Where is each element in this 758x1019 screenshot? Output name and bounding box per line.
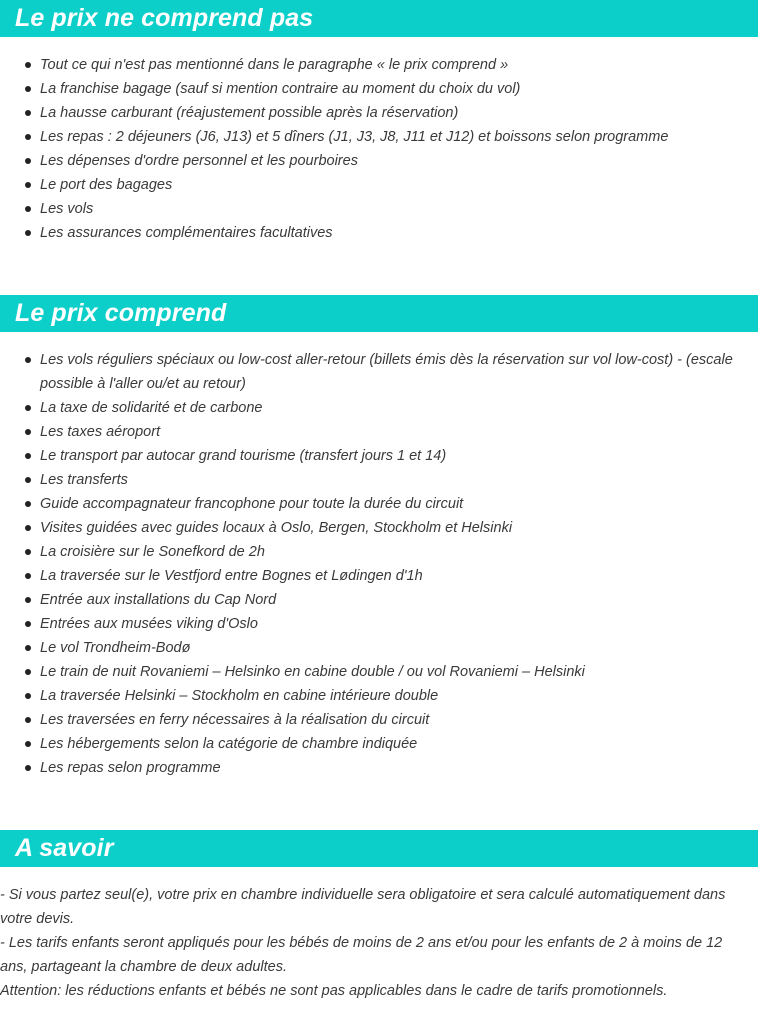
list-item: La traversée sur le Vestfjord entre Bognes et Lødingen d'1h: [0, 564, 758, 588]
list-item: Les vols réguliers spéciaux ou low-cost aller-retour (billets émis dès la réservation sur vol low-cost) - (escale possible à l'aller ou/et au retour): [0, 348, 758, 396]
list-item: Les taxes aéroport: [0, 420, 758, 444]
list-item: La taxe de solidarité et de carbone: [0, 396, 758, 420]
list-item: Les hébergements selon la catégorie de chambre indiquée: [0, 732, 758, 756]
section-header-included: [0, 295, 758, 332]
excluded-list: [0, 53, 758, 245]
list-item: Les traversées en ferry nécessaires à la réalisation du circuit: [0, 708, 758, 732]
section-title: Le prix ne comprend pas: [15, 4, 314, 32]
list-item: Les vols: [0, 197, 758, 221]
included-list: [0, 348, 758, 780]
list-item: Les dépenses d'ordre personnel et les pourboires: [0, 149, 758, 173]
list-item: Le vol Trondheim-Bodø: [0, 636, 758, 660]
list-item: Tout ce qui n'est pas mentionné dans le paragraphe « le prix comprend »: [0, 53, 758, 77]
info-line: Attention: les réductions enfants et bébés ne sont pas applicables dans le cadre de tarifs promotionnels.: [0, 983, 668, 999]
list-item: Les transferts: [0, 468, 758, 492]
list-item: Le port des bagages: [0, 173, 758, 197]
list-item: Le train de nuit Rovaniemi – Helsinko en cabine double / ou vol Rovaniemi – Helsinki: [0, 660, 758, 684]
list-item: La hausse carburant (réajustement possible après la réservation): [0, 101, 758, 125]
list-item: La franchise bagage (sauf si mention contraire au moment du choix du vol): [0, 77, 758, 101]
list-item: Entrées aux musées viking d'Oslo: [0, 612, 758, 636]
list-item: Entrée aux installations du Cap Nord: [0, 588, 758, 612]
info-notes: [0, 883, 758, 1003]
list-item: La traversée Helsinki – Stockholm en cabine intérieure double: [0, 684, 758, 708]
list-item: Les repas selon programme: [0, 756, 758, 780]
list-item: Les repas : 2 déjeuners (J6, J13) et 5 dîners (J1, J3, J8, J11 et J12) et boissons selon programme: [0, 125, 758, 149]
list-item: Le transport par autocar grand tourisme (transfert jours 1 et 14): [0, 444, 758, 468]
list-item: Visites guidées avec guides locaux à Oslo, Bergen, Stockholm et Helsinki: [0, 516, 758, 540]
list-item: La croisière sur le Sonefkord de 2h: [0, 540, 758, 564]
section-title: A savoir: [15, 834, 114, 862]
section-header-excluded: [0, 0, 758, 37]
section-title: Le prix comprend: [15, 299, 227, 327]
section-info: [0, 830, 758, 1003]
section-excluded: [0, 0, 758, 245]
info-line: - Si vous partez seul(e), votre prix en chambre individuelle sera obligatoire et sera calculé automatiquement dans votre devis.: [0, 887, 726, 927]
section-header-info: [0, 830, 758, 867]
list-item: Les assurances complémentaires facultatives: [0, 221, 758, 245]
info-line: - Les tarifs enfants seront appliqués pour les bébés de moins de 2 ans et/ou pour les enfants de 2 à moins de 12 ans, partageant la chambre de deux adultes.: [0, 935, 723, 975]
list-item: Guide accompagnateur francophone pour toute la durée du circuit: [0, 492, 758, 516]
section-included: [0, 295, 758, 780]
